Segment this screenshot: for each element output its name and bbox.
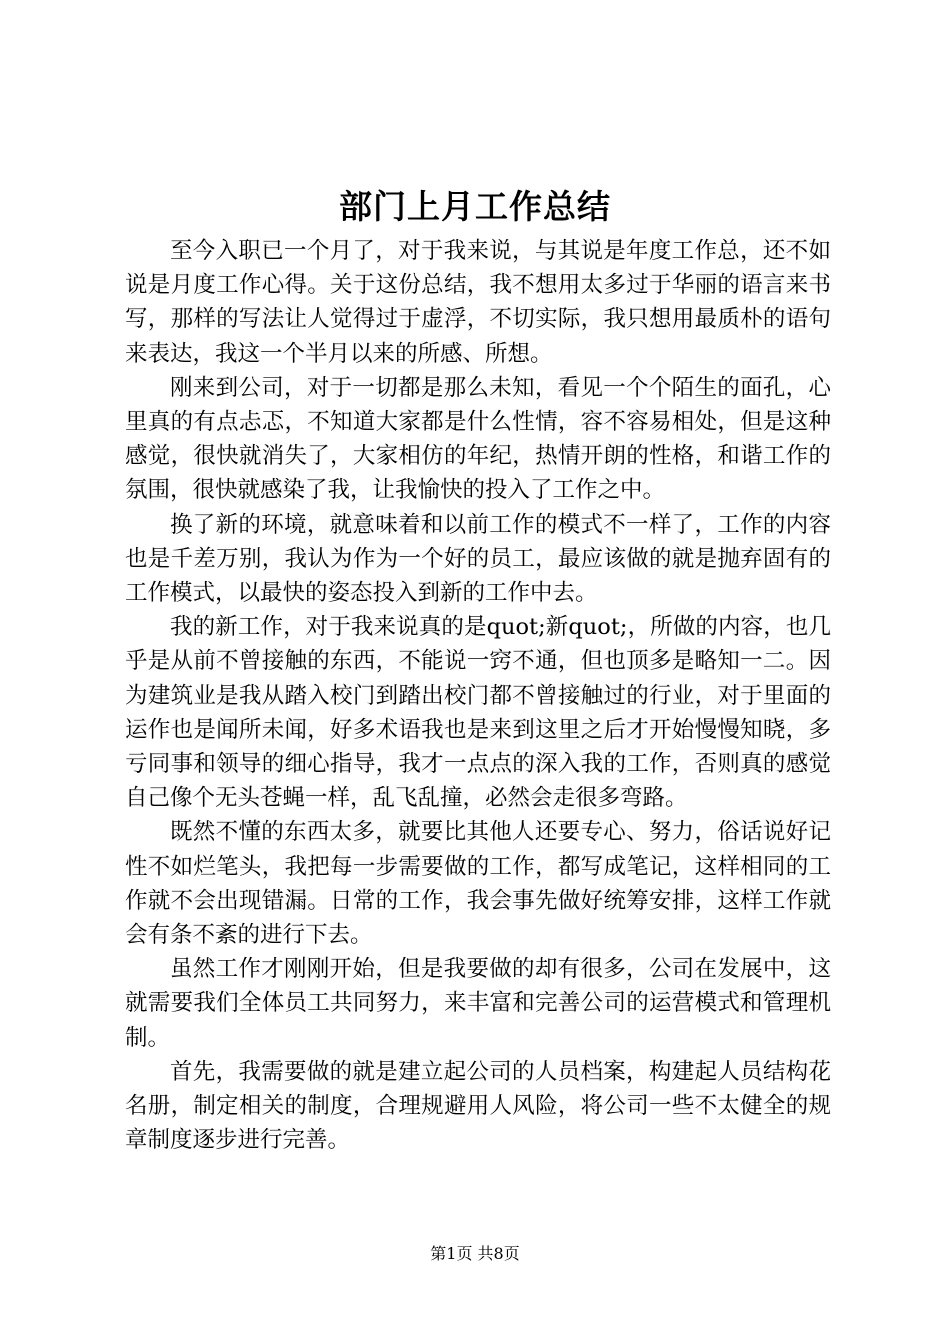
page-number-footer: 第1页 共8页 bbox=[430, 1244, 520, 1263]
paragraph: 我的新工作，对于我来说真的是quot;新quot;，所做的内容，也几乎是从前不曾接触的东西，不能说一窍不通，但也顶多是略知一二。因为建筑业是我从踏入校门到踏出校门都不曾接触过的行业，对于里面的运作也是闻所未闻，好多术语我也是来到这里之后才开始慢慢知晓，多亏同事和领导的细心指导，我才一点点的深入我的工作，否则真的感觉自己像个无头苍蝇一样，乱飞乱撞，必然会走很多弯路。 bbox=[125, 614, 831, 812]
document-body bbox=[125, 234, 831, 1157]
paragraph: 虽然工作才刚刚开始，但是我要做的却有很多，公司在发展中，这就需要我们全体员工共同努力，来丰富和完善公司的运营模式和管理机制。 bbox=[125, 956, 831, 1051]
paragraph: 既然不懂的东西太多，就要比其他人还要专心、努力，俗话说好记性不如烂笔头，我把每一步需要做的工作，都写成笔记，这样相同的工作就不会出现错漏。日常的工作，我会事先做好统筹安排，这样工作就会有条不紊的进行下去。 bbox=[125, 819, 831, 949]
paragraph: 换了新的环境，就意味着和以前工作的模式不一样了，工作的内容也是千差万别，我认为作为一个好的员工，最应该做的就是抛弃固有的工作模式，以最快的姿态投入到新的工作中去。 bbox=[125, 511, 831, 607]
paragraph: 至今入职已一个月了，对于我来说，与其说是年度工作总，还不如说是月度工作心得。关于这份总结，我不想用太多过于华丽的语言来书写，那样的写法让人觉得过于虚浮，不切实际，我只想用最质朴的语句来表达，我这一个半月以来的所感、所想。 bbox=[125, 238, 831, 367]
document-title: 部门上月工作总结 bbox=[339, 187, 611, 226]
paragraph: 首先，我需要做的就是建立起公司的人员档案，构建起人员结构花名册，制定相关的制度，合理规避用人风险，将公司一些不太健全的规章制度逐步进行完善。 bbox=[125, 1058, 831, 1154]
paragraph: 刚来到公司，对于一切都是那么未知，看见一个个陌生的面孔，心里真的有点忐忑，不知道大家都是什么性情，容不容易相处，但是这种感觉，很快就消失了，大家相仿的年纪，热情开朗的性格，和谐工作的氛围，很快就感染了我，让我愉快的投入了工作之中。 bbox=[125, 374, 831, 504]
